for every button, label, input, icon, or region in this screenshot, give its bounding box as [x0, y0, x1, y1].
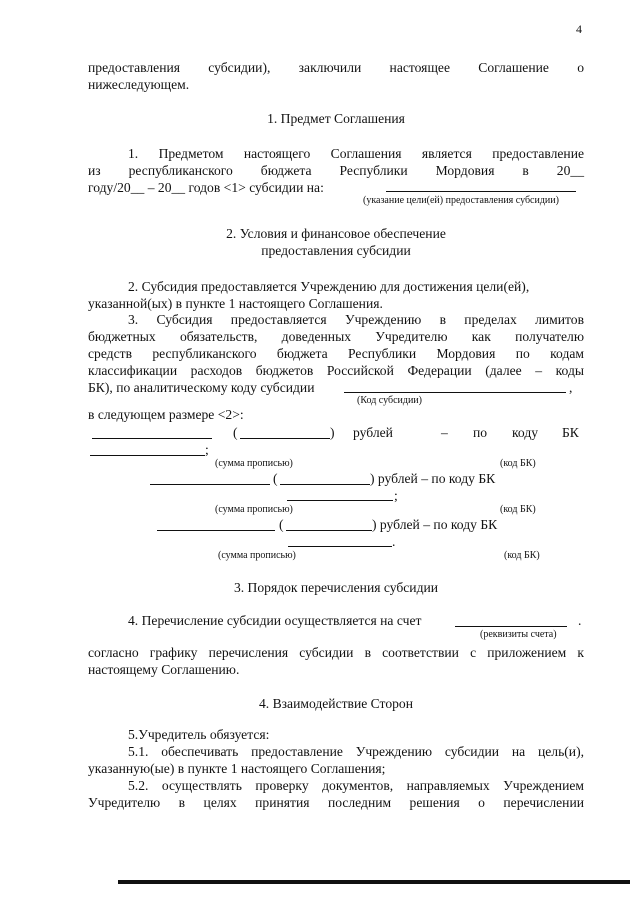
section-4-p5-2-line1: 5.2. осуществлять проверку документов, направляемых Учреждением [128, 778, 584, 793]
account-blank [455, 626, 567, 627]
hint-bk-2: (код БК) [500, 504, 536, 515]
amount-intro: в следующем размере <2>: [88, 407, 244, 422]
hint-sum-2: (сумма прописью) [215, 504, 293, 515]
section-1-p1-line1: 1. Предметом настоящего Соглашения является предоставление [128, 146, 584, 161]
section-3-p4-line3: настоящему Соглашению. [88, 662, 240, 677]
section-3-p4-line1: 4. Перечисление субсидии осуществляется на счет [128, 613, 422, 628]
amount-1-close-paren: ) [330, 425, 335, 440]
section-2-title-line2: предоставления субсидии [261, 243, 411, 258]
amount-1-po: по [473, 425, 488, 440]
section-2-p3-line2: бюджетных обязательств, доведенных Учредителю как получателю [88, 329, 584, 344]
comma-mark: , [569, 380, 573, 395]
hint-sum-3: (сумма прописью) [218, 550, 296, 561]
section-2-p2-line1: 2. Субсидия предоставляется Учреждению для достижения цели(ей), [128, 279, 530, 294]
hint-sum-1: (сумма прописью) [215, 458, 293, 469]
amount-3-open-paren: ( [279, 517, 284, 532]
intro-line-1: предоставления субсидии), заключили настоящее Соглашение о [88, 60, 584, 75]
amount-1-blank [92, 438, 212, 439]
bk-code-3-blank [288, 546, 392, 547]
section-1-title: 1. Предмет Соглашения [267, 111, 405, 126]
section-2-p3-line5: БК), по аналитическому коду субсидии [88, 380, 315, 395]
purpose-blank [386, 191, 576, 192]
subsidy-code-blank [344, 392, 566, 393]
section-4-title: 4. Взаимодействие Сторон [259, 696, 413, 711]
amount-1-open-paren: ( [233, 425, 238, 440]
amount-2-blank [150, 484, 270, 485]
section-3-p4-line2: согласно графику перечисления субсидии в соответствии с приложением к [88, 645, 584, 660]
section-2-p3-line1: 3. Субсидия предоставляется Учреждению в пределах лимитов [128, 312, 584, 327]
section-4-p5: 5.Учредитель обязуется: [128, 727, 270, 742]
amount-1-dash: – [441, 425, 448, 440]
bk-code-2-blank [287, 500, 393, 501]
hint-subsidy-code: (Код субсидии) [357, 395, 422, 406]
section-4-p5-1-line1: 5.1. обеспечивать предоставление Учреждению субсидии на цель(и), [128, 744, 584, 759]
amount-3-tail: ) рублей – по коду БК [372, 517, 498, 532]
section-3-title: 3. Порядок перечисления субсидии [233, 580, 439, 595]
section-1-p1-line2: из республиканского бюджета Республики Мордовия в 20__ [88, 163, 584, 178]
section-2-title-line1: 2. Условия и финансовое обеспечение [226, 226, 446, 241]
bottom-scan-rule [118, 880, 630, 884]
amount-1-bk: БК [562, 425, 579, 440]
amount-1-rubles: рублей [353, 425, 393, 440]
period-mark: . [392, 534, 396, 549]
hint-bk-1: (код БК) [500, 458, 536, 469]
hint-purpose: (указание цели(ей) предоставления субсидии) [363, 195, 559, 206]
section-4-p5-1-line2: указанную(ые) в пункте 1 настоящего Соглашения; [88, 761, 386, 776]
section-2-p3-line4: классификации расходов бюджетов Российской Федерации (далее – коды [88, 363, 584, 378]
semicolon-mark: ; [205, 442, 209, 457]
page-number: 4 [576, 22, 582, 36]
section-2-p3-line3: средств республиканского бюджета Республики Мордовия по кодам [88, 346, 584, 361]
bk-code-1-blank [90, 455, 205, 456]
amount-2-open-paren: ( [273, 471, 278, 486]
amount-2-words-blank [280, 484, 370, 485]
intro-line-2: нижеследующем. [88, 77, 190, 92]
section-4-p5-2-line2: Учредителю в целях принятия последним решения о перечислении [88, 795, 584, 810]
section-2-p2-line2: указанной(ых) в пункте 1 настоящего Соглашения. [88, 296, 383, 311]
amount-1-kodu: коду [512, 425, 539, 440]
period-mark: . [578, 613, 582, 628]
semicolon-mark: ; [394, 488, 398, 503]
amount-3-words-blank [286, 530, 372, 531]
amount-3-blank [157, 530, 275, 531]
amount-2-tail: ) рублей – по коду БК [370, 471, 496, 486]
amount-1-words-blank [240, 438, 330, 439]
hint-account: (реквизиты счета) [480, 629, 557, 640]
section-1-p1-line3: году/20__ – 20__ годов <1> субсидии на: [88, 180, 324, 195]
hint-bk-3: (код БК) [504, 550, 540, 561]
